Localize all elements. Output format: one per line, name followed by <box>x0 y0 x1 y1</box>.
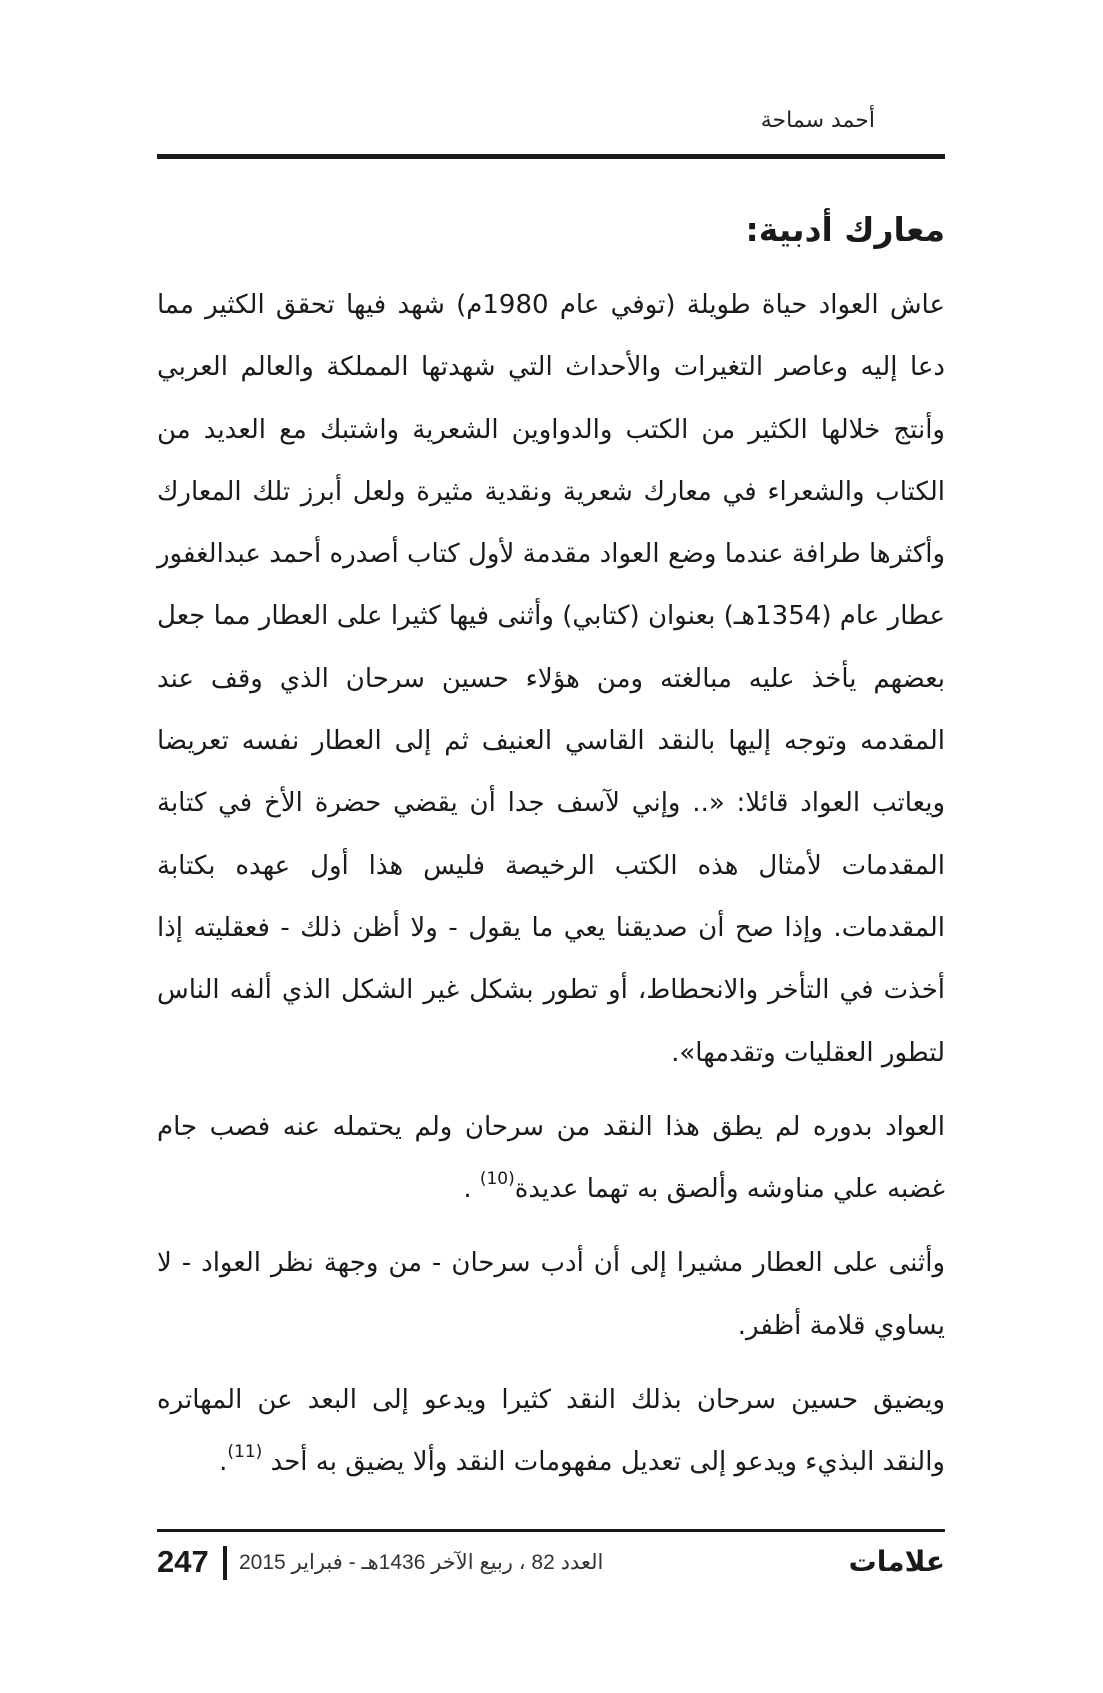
paragraph-2-end: . <box>463 1174 472 1205</box>
page-footer <box>157 1542 945 1584</box>
paragraph-4-end: . <box>219 1447 228 1478</box>
issue-info: العدد 82 ، ربيع الآخر 1436هـ - فبراير 2015 <box>239 1551 604 1574</box>
article-body <box>157 208 945 1494</box>
paragraph-3: وأثنى على العطار مشيرا إلى أن أدب سرحان - من وجهة نظر العواد - لا يساوي قلامة أظفر. <box>157 1248 945 1341</box>
paragraph-2 <box>157 1096 945 1221</box>
footnote-ref-10[interactable]: (10) <box>479 1168 515 1189</box>
running-head-author: أحمد سماحة <box>760 108 875 133</box>
journal-logo: علامات <box>848 1545 945 1578</box>
page-number: 247 <box>157 1544 209 1579</box>
header-rule <box>157 154 945 159</box>
footer-divider <box>223 1546 227 1580</box>
paragraph-4-text: ويضيق حسين سرحان بذلك النقد كثيرا ويدعو إلى البعد عن المهاتره والنقد البذيء ويدعو إلى تعديل مفهومات النقد وألا يضيق به أحد <box>157 1385 945 1478</box>
paragraph-2-text: العواد بدوره لم يطق هذا النقد من سرحان ولم يحتمله عنه فصب جام غضبه علي مناوشه وألصق به تهما عديدة <box>157 1111 945 1205</box>
paragraph-1: عاش العواد حياة طويلة (توفي عام 1980م) شهد فيها تحقق الكثير مما دعا إليه وعاصر التغيرات والأحداث التي شهدتها المملكة والعالم العربي وأنتج خلالها الكثير من الكتب والدواوين الشعرية واشتبك مع العديد من الكتاب والشعراء في معارك شعرية ونقدية مثيرة ولعل أبرز تلك المعارك وأكثرها طرافة عندما وضع العواد مقدمة لأول كتاب أصدره أحمد عبدالغفور عطار عام (1354هـ) بعنوان (كتابي) وأثنى فيها كثيرا على العطار مما جعل بعضهم يأخذ عليه مبالغته ومن هؤلاء حسين سرحان الذي وقف عند المقدمه وتوجه إليها بالنقد القاسي العنيف ثم إلى العطار نفسه تعريضا ويعاتب العواد قائلا: «.. وإني لآسف جدا أن يقضي حضرة الأخ في كتابة المقدمات لأمثال هذه الكتب الرخيصة فليس هذا أول عهده بكتابة المقدمات. وإذا صح أن صديقنا يعي ما يقول - ولا أظن ذلك - فعقليته إذا أخذت في التأخر والانحطاط، أو تطور بشكل غير الشكل الذي ألفه الناس لتطور العقليات وتقدمها». <box>157 290 946 1068</box>
section-title: معارك أدبية: <box>745 210 945 249</box>
paragraph-4 <box>157 1369 945 1494</box>
footer-rule <box>157 1529 945 1532</box>
footnote-ref-11[interactable]: (11) <box>227 1441 263 1462</box>
